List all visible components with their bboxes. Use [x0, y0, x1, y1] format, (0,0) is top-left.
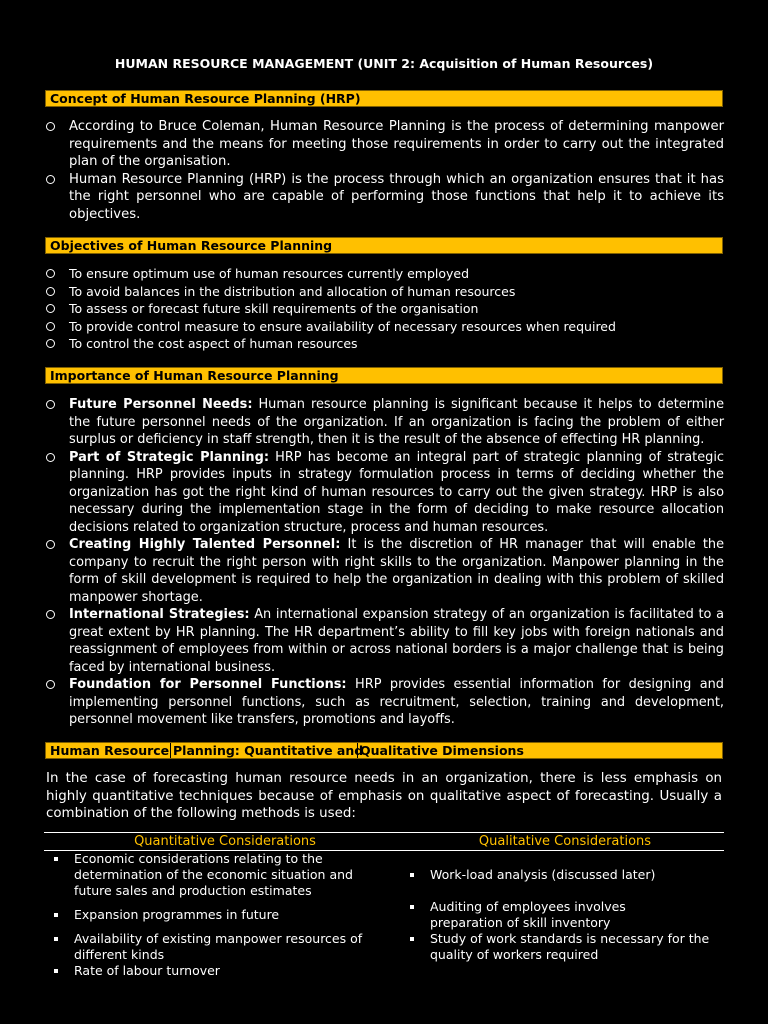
list-item: Economic considerations relating to the determination of the economic situation and future sales and production estimates [44, 851, 374, 899]
item-term: Foundation for Personnel Functions: [69, 677, 347, 692]
item-term: Part of Strategic Planning: [69, 449, 269, 465]
list-item: Expansion programmes in future [44, 907, 374, 923]
list-item: International Strategies: An international expansion strategy of an organization is facilitated to a great extent by HR planning. The HR department’s ability to fill key jobs with foreign nationals and reassignment of employees from within or across national borders is a major challenge that is being faced by international business. [44, 606, 724, 676]
list-item: Future Personnel Needs: Human resource planning is significant because it helps to determine the future personnel needs of the organization. If an organization is facing the problem of either surplus or deficiency in staff strength, then it is the result of the absence of effecting HR planning. [44, 396, 724, 449]
list-item: Work-load analysis (discussed later) [400, 867, 720, 883]
square-bullet-icon [54, 913, 58, 917]
list-item: Study of work standards is necessary for the quality of workers required [400, 931, 720, 963]
heading-part: Qualitative Dimensions [357, 743, 524, 758]
concept-list [44, 118, 724, 223]
table-header [44, 832, 724, 851]
item-term: International Strategies: [69, 607, 250, 622]
objectives-list [44, 265, 724, 353]
square-bullet-icon [54, 969, 58, 973]
hollow-circle-bullet-icon [46, 322, 55, 331]
quantitative-header: Quantitative Considerations [134, 834, 316, 849]
list-item: To control the cost aspect of human resources [44, 335, 724, 353]
considerations-table [44, 832, 724, 978]
hollow-circle-bullet-icon [46, 453, 55, 462]
list-item: Rate of labour turnover [44, 963, 374, 979]
list-item: To assess or forecast future skill requirements of the organisation [44, 300, 724, 318]
hollow-circle-bullet-icon [46, 339, 55, 348]
square-bullet-icon [410, 937, 414, 941]
item-term: Creating Highly Talented Personnel: [69, 537, 341, 552]
hollow-circle-bullet-icon [46, 175, 55, 184]
hollow-circle-bullet-icon [46, 540, 55, 549]
qualitative-header: Qualitative Considerations [478, 834, 652, 849]
hollow-circle-bullet-icon [46, 610, 55, 619]
list-item: To avoid balances in the distribution and allocation of human resources [44, 283, 724, 301]
hollow-circle-bullet-icon [46, 400, 55, 409]
section-heading-concept: Concept of Human Resource Planning (HRP) [45, 90, 723, 107]
square-bullet-icon [410, 873, 414, 877]
hollow-circle-bullet-icon [46, 304, 55, 313]
list-item: Human Resource Planning (HRP) is the process through which an organization ensures that it has the right personnel who are capable of performing those functions that help it to achieve its objectives. [44, 171, 724, 224]
list-item: Creating Highly Talented Personnel: It is the discretion of HR manager that will enable the company to recruit the right person with right skills to the organization. Manpower planning in the form of skill development is required to help the organization in dealing with this problem of skilled manpower shortage. [44, 536, 724, 606]
section-heading-objectives: Objectives of Human Resource Planning [45, 237, 723, 254]
list-item: To provide control measure to ensure availability of necessary resources when required [44, 318, 724, 336]
hollow-circle-bullet-icon [46, 287, 55, 296]
heading-part: Human Resource [50, 743, 170, 758]
hollow-circle-bullet-icon [46, 680, 55, 689]
list-item: Part of Strategic Planning: HRP has become an integral part of strategic planning of strategic planning. HRP provides inputs in strategy formulation process in terms of deciding whether the organization has got the right kind of human resources to carry out the given strategy. HRP is also necessary during the implementation stage in the form of deciding to make resource allocation decisions related to organization structure, process and human resources. [44, 449, 724, 537]
section-heading-importance: Importance of Human Resource Planning [45, 367, 723, 384]
square-bullet-icon [54, 937, 58, 941]
square-bullet-icon [410, 905, 414, 909]
list-item: According to Bruce Coleman, Human Resource Planning is the process of determining manpower requirements and the means for meeting those requirements in order to carry out the integrated plan of the organisation. [44, 118, 724, 171]
square-bullet-icon [54, 857, 58, 861]
document-title: HUMAN RESOURCE MANAGEMENT (UNIT 2: Acquisition of Human Resources) [114, 56, 654, 71]
dimensions-paragraph: In the case of forecasting human resource needs in an organization, there is less emphasis on highly quantitative techniques because of emphasis on qualitative aspect of forecasting. Usually a combination of the following methods is used: [46, 771, 722, 821]
importance-list [44, 396, 724, 729]
list-item: Availability of existing manpower resources of different kinds [44, 931, 374, 963]
list-item: Foundation for Personnel Functions: HRP provides essential information for designing and implementing personnel functions, such as recruitment, selection, training and development, personnel movement like transfers, promotions and layoffs. [44, 676, 724, 729]
item-term: Future Personnel Needs: [69, 397, 253, 412]
hollow-circle-bullet-icon [46, 122, 55, 131]
list-item: Auditing of employees involves preparation of skill inventory [400, 899, 700, 931]
heading-part: Planning: Quantitative and [170, 743, 357, 758]
list-item: To ensure optimum use of human resources currently employed [44, 265, 724, 283]
section-heading-dimensions [45, 742, 723, 759]
hollow-circle-bullet-icon [46, 269, 55, 278]
